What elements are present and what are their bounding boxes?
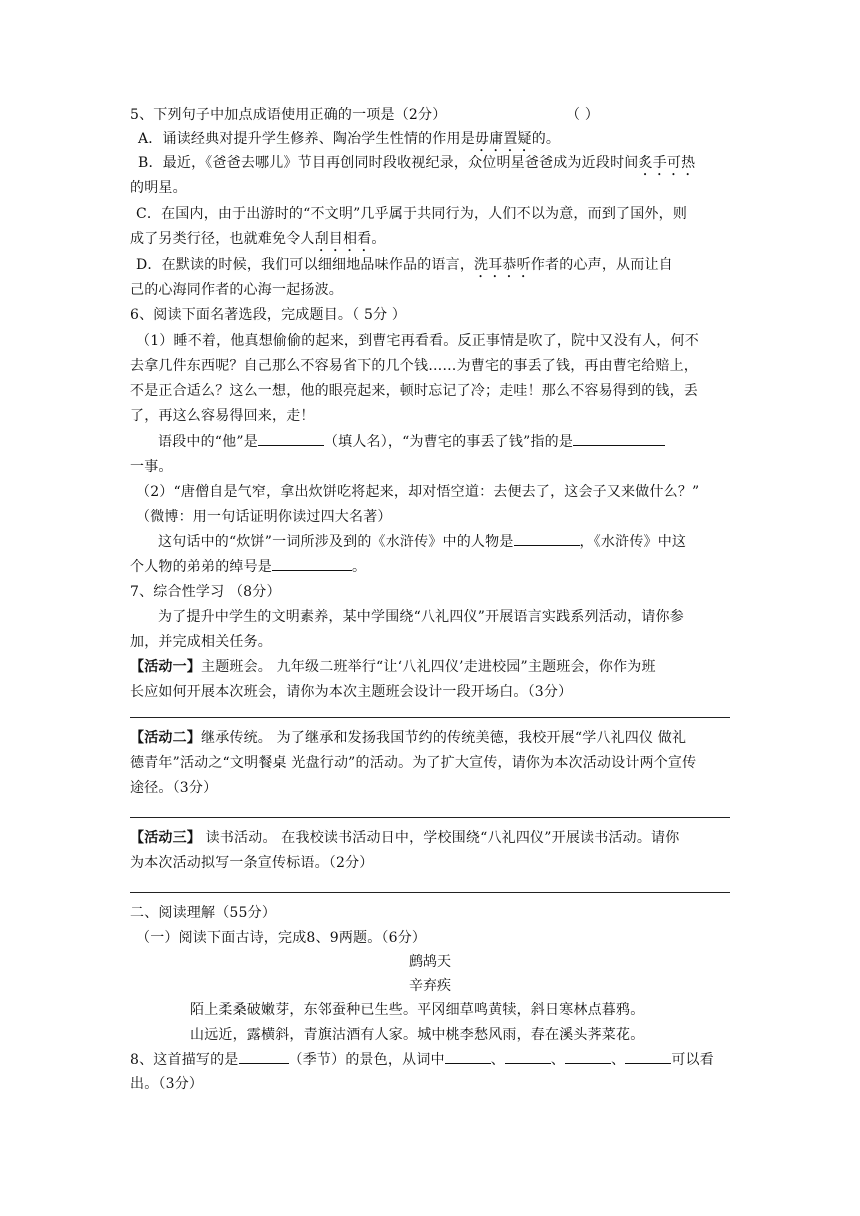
answer-blank-character[interactable]: [514, 531, 580, 546]
q7-activity3: 【活动三】 读书活动。 在我校读书活动日中，学校围绕“八礼四仪”开展读书活动。请你: [130, 830, 680, 846]
q6-passage2-line1: （2）“唐僧自是气窄，拿出炊饼吃将起来，却对悟空道：去便去了，这会子又来做什么？”: [136, 484, 700, 500]
answer-blank-season[interactable]: [239, 1049, 289, 1064]
q5-option-a: A．诵读经典对提升学生修养、陶冶学生性情的作用是毋庸置疑的。: [138, 131, 561, 147]
q6-passage1-line4: 了，再这么容易得回来，走！: [130, 408, 315, 424]
q8-question-cont: 出。（3分）: [130, 1076, 204, 1092]
poem-line2: 山远近，露横斜，青旗沽酒有人家。城中桃李愁风雨，春在溪头荠菜花。: [190, 1027, 645, 1043]
section2-sub1: （一）阅读下面古诗，完成8、9两题。（6分）: [136, 930, 427, 946]
q5-answer-paren: （ ）: [566, 107, 600, 123]
q5-option-d: D．在默读的时候，我们可以细细地品味作品的语言，洗耳恭听作者的心声，从而让自: [136, 257, 673, 273]
q6-question1: 语段中的“他”是 （填人名），“为曹宅的事丢了钱”指的是: [158, 431, 665, 453]
q7-stem: 7、综合性学习 （8分）: [130, 584, 281, 600]
answer-blank-image2[interactable]: [505, 1049, 551, 1064]
answer-line-activity3[interactable]: [130, 892, 730, 893]
poem-line1: 陌上柔桑破嫩芽，东邻蚕种已生些。平冈细草鸣黄犊，斜日寒林点暮鸦。: [190, 1002, 645, 1018]
answer-blank-image1[interactable]: [445, 1049, 491, 1064]
q6-passage1-line1: （1）睡不着，他真想偷偷的起来，到曹宅再看看。反正事情是吹了，院中又没有人，何不: [136, 333, 699, 349]
activity3-label: 【活动三】: [130, 830, 201, 846]
poem-author: 辛弃疾: [409, 978, 451, 994]
answer-blank-name[interactable]: [258, 431, 324, 446]
q5-b-idiom: 炙手可热: [638, 155, 696, 171]
q5-d-idiom: 洗耳恭听: [474, 257, 531, 273]
q6-stem: 6、阅读下面名著选段，完成题目。（ 5分 ）: [130, 307, 407, 323]
section2-title: 二、阅读理解（55分）: [130, 905, 277, 921]
answer-line-activity2[interactable]: [130, 817, 730, 818]
q7-activity2: 【活动二】继承传统。 为了继承和发扬我国节约的传统美德，我校开展“学八礼四仪 做礼: [130, 730, 687, 746]
q8-question: 8、这首描写的是 （季节）的景色，从词中 、 、 、 可以看: [130, 1049, 714, 1071]
q5-stem: 5、下列句子中加点成语使用正确的一项是（2分）: [130, 107, 447, 123]
answer-blank-image3[interactable]: [565, 1049, 611, 1064]
q5-a-idiom: 毋庸置疑: [474, 131, 532, 147]
answer-blank-event[interactable]: [573, 431, 665, 446]
activity2-label: 【活动二】: [130, 730, 201, 746]
activity1-label: 【活动一】: [130, 659, 201, 675]
q7-activity3-cont: 为本次活动拟写一条宣传标语。（2分）: [130, 855, 374, 871]
q6-question1-cont: 一事。: [130, 459, 173, 475]
q7-activity2-cont: 德青年”活动之“文明餐桌 光盘行动”的活动。为了扩大宣传，请你为本次活动设计两个宣传: [130, 755, 697, 771]
q7-intro-line2: 加，并完成相关任务。: [130, 634, 272, 650]
q7-activity2-cont2: 途径。（3分）: [130, 780, 218, 796]
poem-title: 鹧鸪天: [409, 954, 451, 970]
q5-c-idiom: 刮目相看: [314, 231, 372, 247]
q7-intro-line1: 为了提升中学生的文明素养，某中学围绕“八礼四仪”开展语言实践系列活动，请你参: [158, 609, 684, 625]
q5-option-d-cont: 己的心海同作者的心海一起扬波。: [130, 282, 343, 298]
q6-passage2-line2: （微博：用一句话证明你读过四大名著）: [136, 509, 392, 525]
q6-question2-cont: 个人物的弟弟的绰号是 。: [130, 556, 366, 578]
q6-passage1-line3: 不是正合适么？这么一想，他的眼亮起来，顿时忘记了冷；走哇！那么不容易得到的钱，丢: [130, 383, 698, 399]
q5-option-c: C．在国内，由于出游时的“不文明”几乎属于共同行为，人们不以为意，而到了国外，则: [136, 206, 688, 222]
answer-blank-image4[interactable]: [625, 1049, 671, 1064]
q7-activity1-cont: 长应如何开展本次班会，请你为本次主题班会设计一段开场白。（3分）: [130, 684, 573, 700]
q7-activity1: 【活动一】主题班会。 九年级二班举行“让‘八礼四仪’走进校园”主题班会，你作为班: [130, 659, 656, 675]
q5-option-c-cont: 成了另类行径，也就难免令人刮目相看。: [130, 231, 386, 247]
q6-passage1-line2: 去拿几件东西呢？自己那么不容易省下的几个钱……为曹宅的事丢了钱，再由曹宅给赔上，: [130, 358, 698, 374]
answer-line-activity1[interactable]: [130, 717, 730, 718]
q5-option-b-cont: 的明星。: [130, 180, 187, 196]
q6-question2: 这句话中的“炊饼”一词所涉及到的《水浒传》中的人物是 ，《水浒传》中这: [158, 531, 686, 553]
q5-option-b: B．最近，《爸爸去哪儿》节目再创同时段收视纪录，众位明星爸爸成为近段时间炙手可热: [138, 155, 696, 171]
answer-blank-nickname[interactable]: [272, 556, 352, 571]
